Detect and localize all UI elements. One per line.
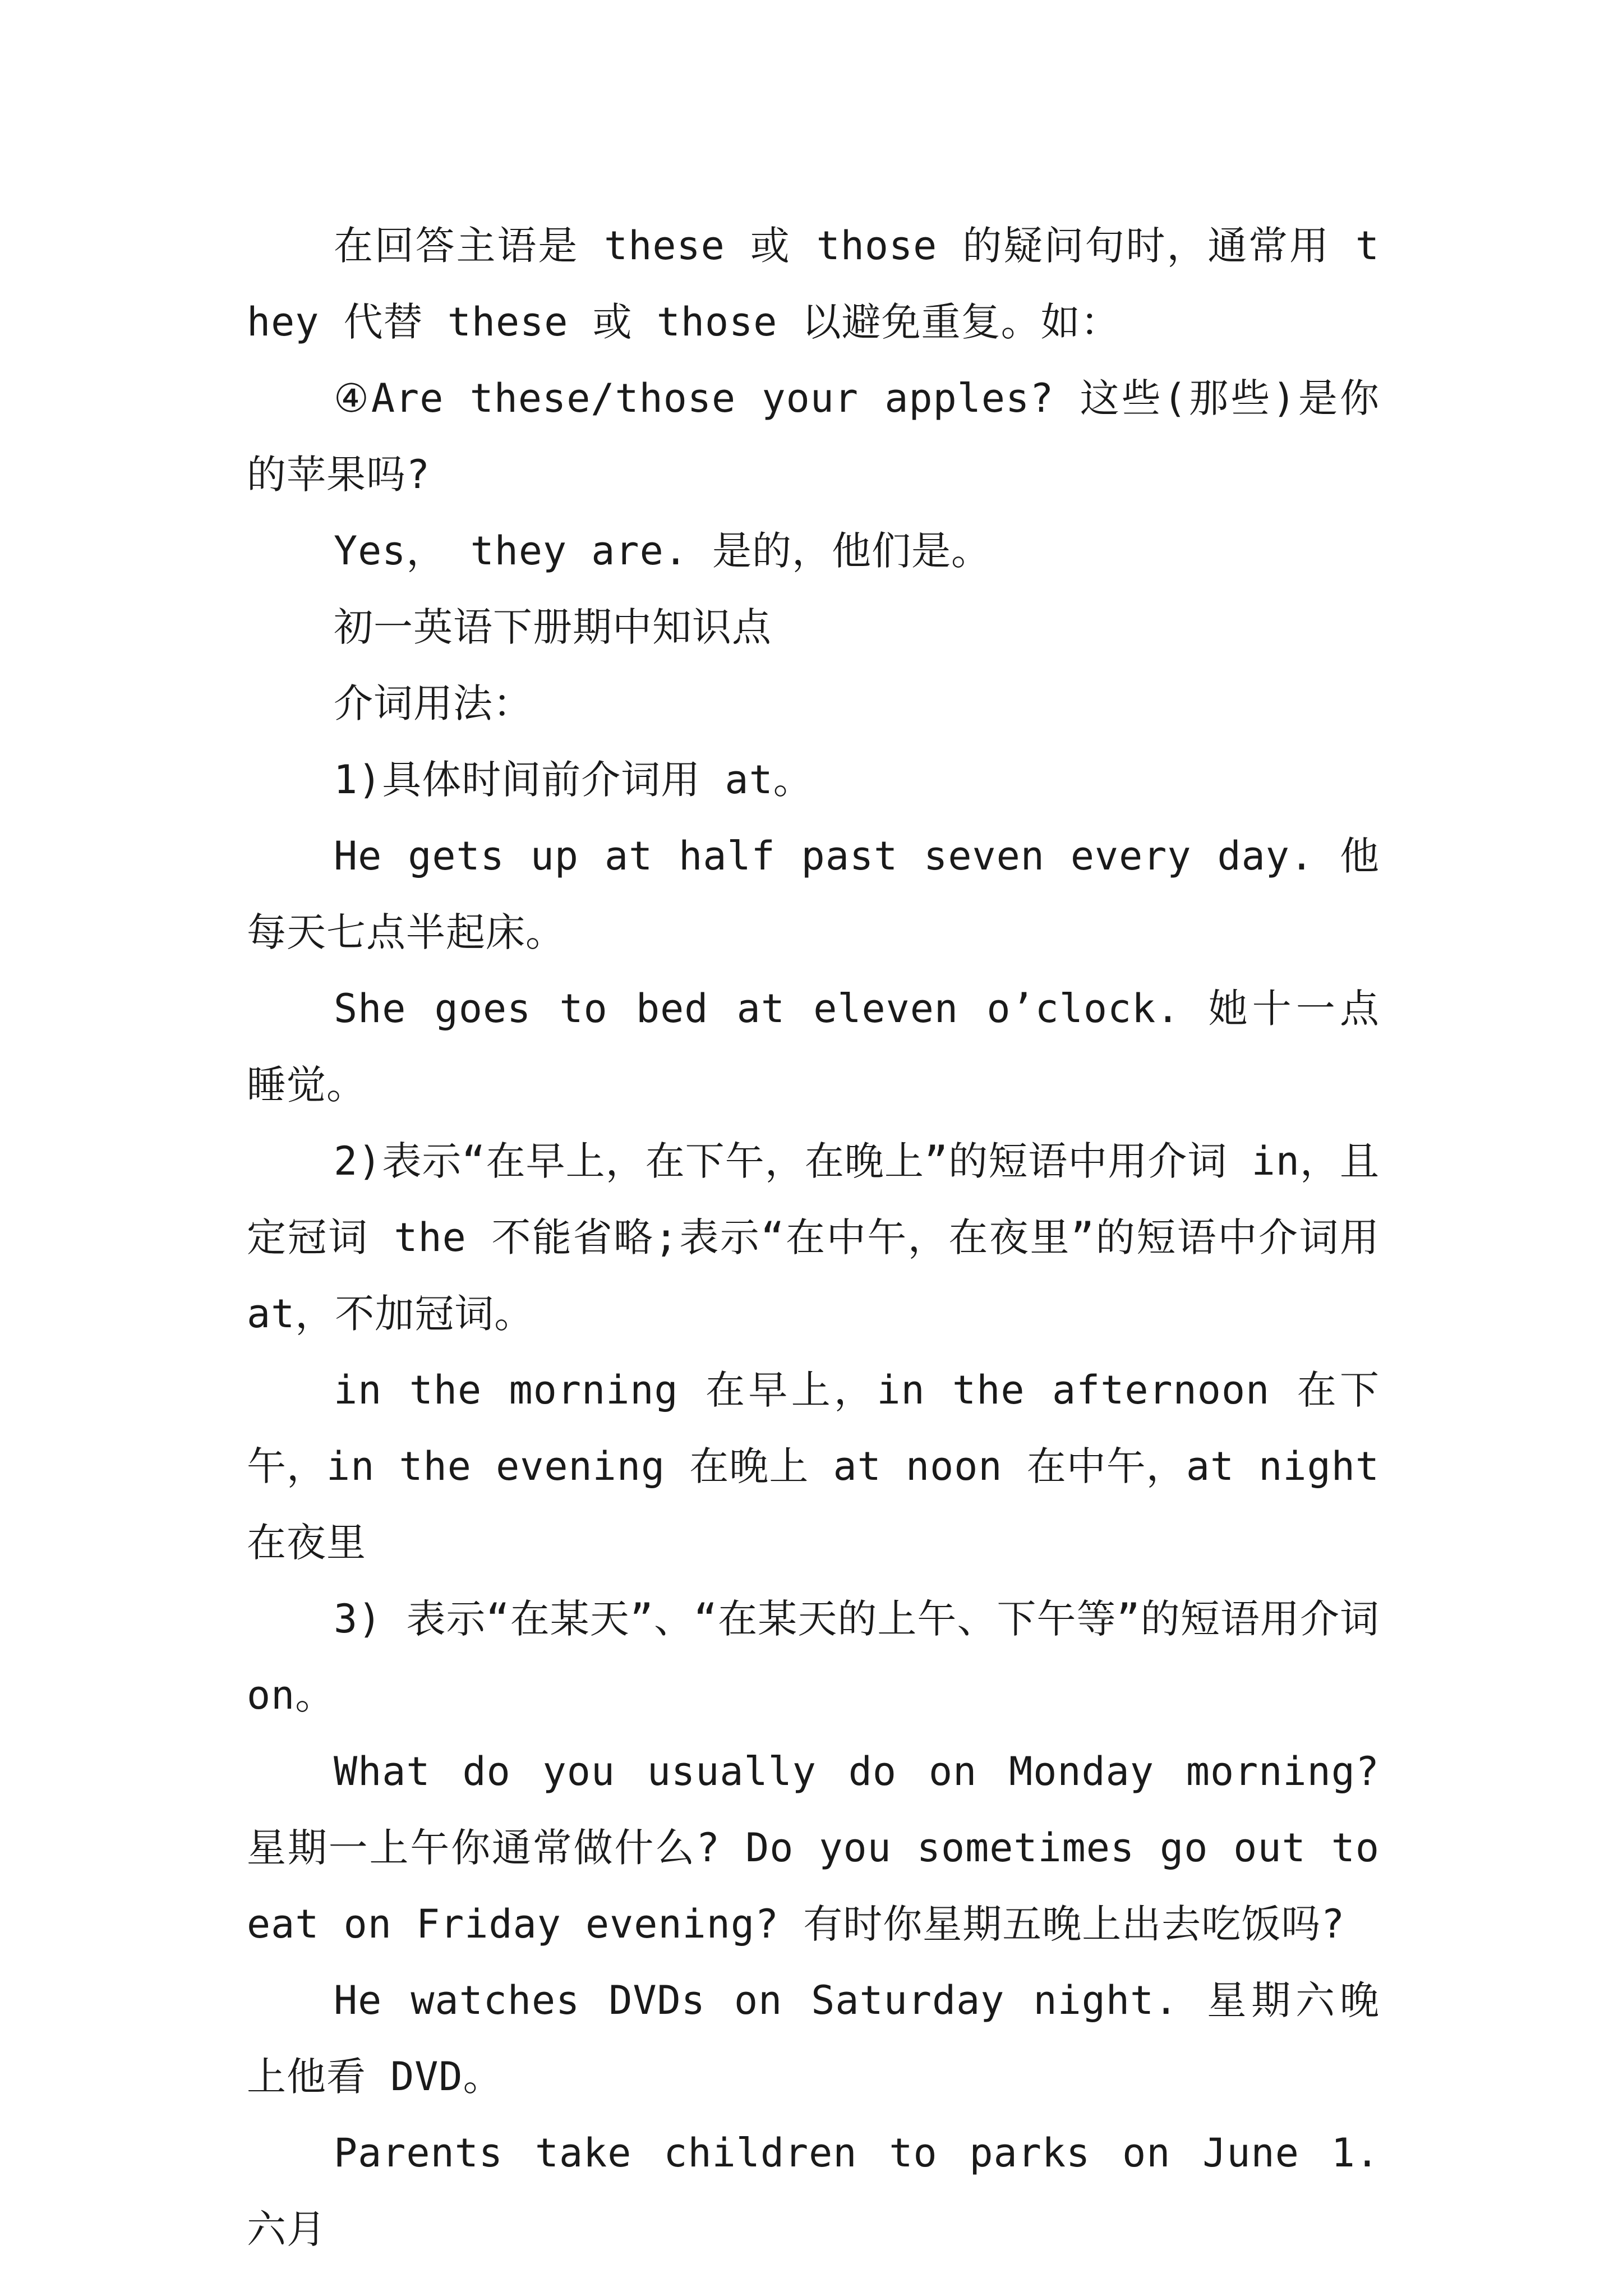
rule-2: 2)表示“在早上，在下午，在晚上”的短语中用介词 in，且定冠词 the 不能省略;表示“在中午，在夜里”的短语中介词用 at，不加冠词。 <box>247 1138 1380 1337</box>
paragraph-these-those-answer: 在回答主语是 these 或 those 的疑问句时，通常用 they 代替 these 或 those 以避免重复。如： <box>247 223 1380 345</box>
example-gets-up: He gets up at half past seven every day. 他每天七点半起床。 <box>247 833 1380 955</box>
rule-3: 3) 表示“在某天”、“在某天的上午、下午等”的短语用介词 on。 <box>247 1596 1380 1718</box>
document-body <box>247 208 1380 2267</box>
paragraph-example-apples: ④Are these/those your apples? 这些(那些)是你的苹果吗? <box>247 375 1380 498</box>
section-heading: 初一英语下册期中知识点 <box>334 604 772 650</box>
example-parks: Parents take children to parks on June 1. 六月 <box>247 2130 1380 2252</box>
example-dvds: He watches DVDs on Saturday night. 星期六晚上他看 DVD。 <box>247 1977 1380 2100</box>
rule-1: 1)具体时间前介词用 at。 <box>334 757 813 803</box>
subheading-prepositions: 介词用法： <box>334 680 533 726</box>
example-times-of-day: in the morning 在早上，in the afternoon 在下午，in the evening 在晚上 at noon 在中午，at night 在夜里 <box>247 1367 1380 1566</box>
example-monday-friday: What do you usually do on Monday morning? 星期一上午你通常做什么? Do you sometimes go out to eat on Friday evening? 有时你星期五晚上出去吃饭吗? <box>247 1749 1380 1947</box>
example-goes-to-bed: She goes to bed at eleven o’clock. 她十一点睡觉。 <box>247 986 1380 1108</box>
paragraph-example-answer: Yes， they are. 是的，他们是。 <box>334 528 992 574</box>
